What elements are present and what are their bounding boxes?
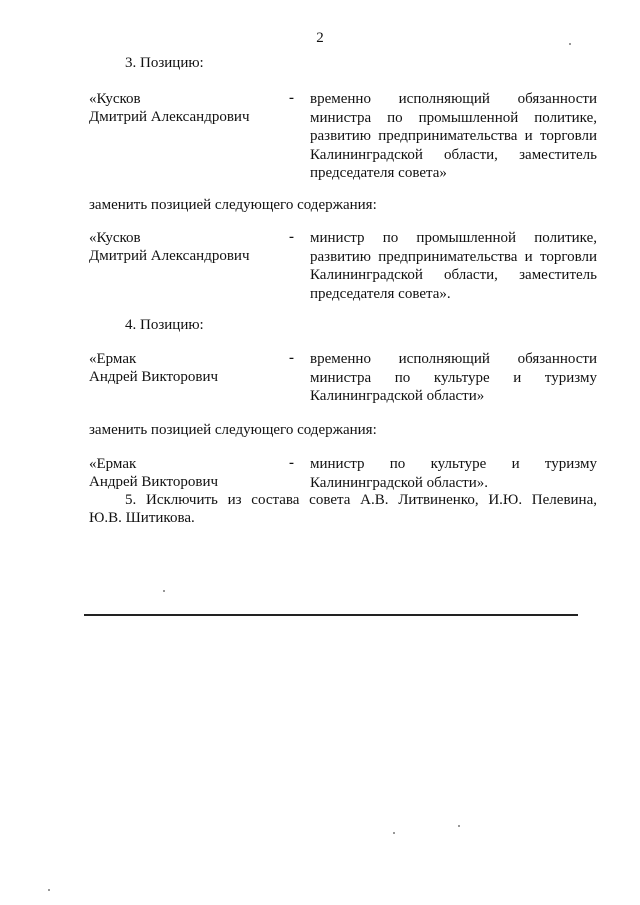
- item4-heading: 4. Позицию:: [125, 317, 204, 333]
- item3-old-description: [310, 90, 597, 183]
- item3-heading: 3. Позицию:: [125, 55, 204, 71]
- description-line: Калининградской области»: [310, 388, 485, 404]
- description-line: министр по культуре и туризму: [310, 456, 597, 472]
- scan-speck: [48, 889, 50, 891]
- item4-new-name-line1: «Ермак: [89, 456, 137, 472]
- scan-speck: [393, 832, 395, 834]
- description-line: развитию предпринимательства и торговли: [310, 248, 597, 265]
- item4-old-name-line2: Андрей Викторович: [89, 369, 219, 385]
- item4-old-name-line1: «Ермак: [89, 351, 137, 367]
- item3-new-description: [310, 229, 597, 303]
- description-line: министр по промышленной политике,: [310, 230, 597, 246]
- description-line: председателя совета»: [310, 165, 447, 181]
- description-line: Калининградской области, заместитель: [310, 267, 597, 283]
- description-line: министра по культуре и туризму: [310, 369, 597, 386]
- closing-rule: [84, 614, 578, 616]
- item3-new-name-line2: Дмитрий Александрович: [89, 248, 250, 264]
- item4-new-description: [310, 455, 597, 492]
- description-line: председателя совета».: [310, 285, 451, 302]
- scan-speck: [163, 590, 165, 592]
- description-line: Калининградской области».: [310, 474, 488, 491]
- description-line: временно исполняющий обязанности: [310, 351, 597, 367]
- page-number: 2: [316, 30, 324, 46]
- item4-new-name-line2: Андрей Викторович: [89, 474, 219, 490]
- scan-speck: [458, 825, 460, 827]
- description-line: Калининградской области, заместитель: [310, 146, 597, 163]
- item4-new-dash: -: [289, 455, 294, 471]
- item4-old-description: [310, 350, 597, 406]
- item4-old-dash: -: [289, 350, 294, 366]
- description-line: временно исполняющий обязанности: [310, 91, 597, 107]
- item3-old-name-line1: «Кусков: [89, 91, 141, 107]
- item3-new-name-line1: «Кусков: [89, 230, 141, 246]
- item3-old-dash: -: [289, 90, 294, 106]
- item3-replace-text: заменить позицией следующего содержания:: [89, 197, 377, 213]
- item3-new-dash: -: [289, 229, 294, 245]
- scan-speck: [569, 43, 571, 45]
- item3-old-name-line2: Дмитрий Александрович: [89, 109, 250, 125]
- item5-line1: 5. Исключить из состава совета А.В. Литвиненко, И.Ю. Пелевина,: [125, 492, 597, 508]
- description-line: министра по промышленной политике,: [310, 109, 597, 126]
- description-line: развитию предпринимательства и торговли: [310, 128, 597, 144]
- item4-replace-text: заменить позицией следующего содержания:: [89, 422, 377, 438]
- item5-line2: Ю.В. Шитикова.: [89, 510, 195, 526]
